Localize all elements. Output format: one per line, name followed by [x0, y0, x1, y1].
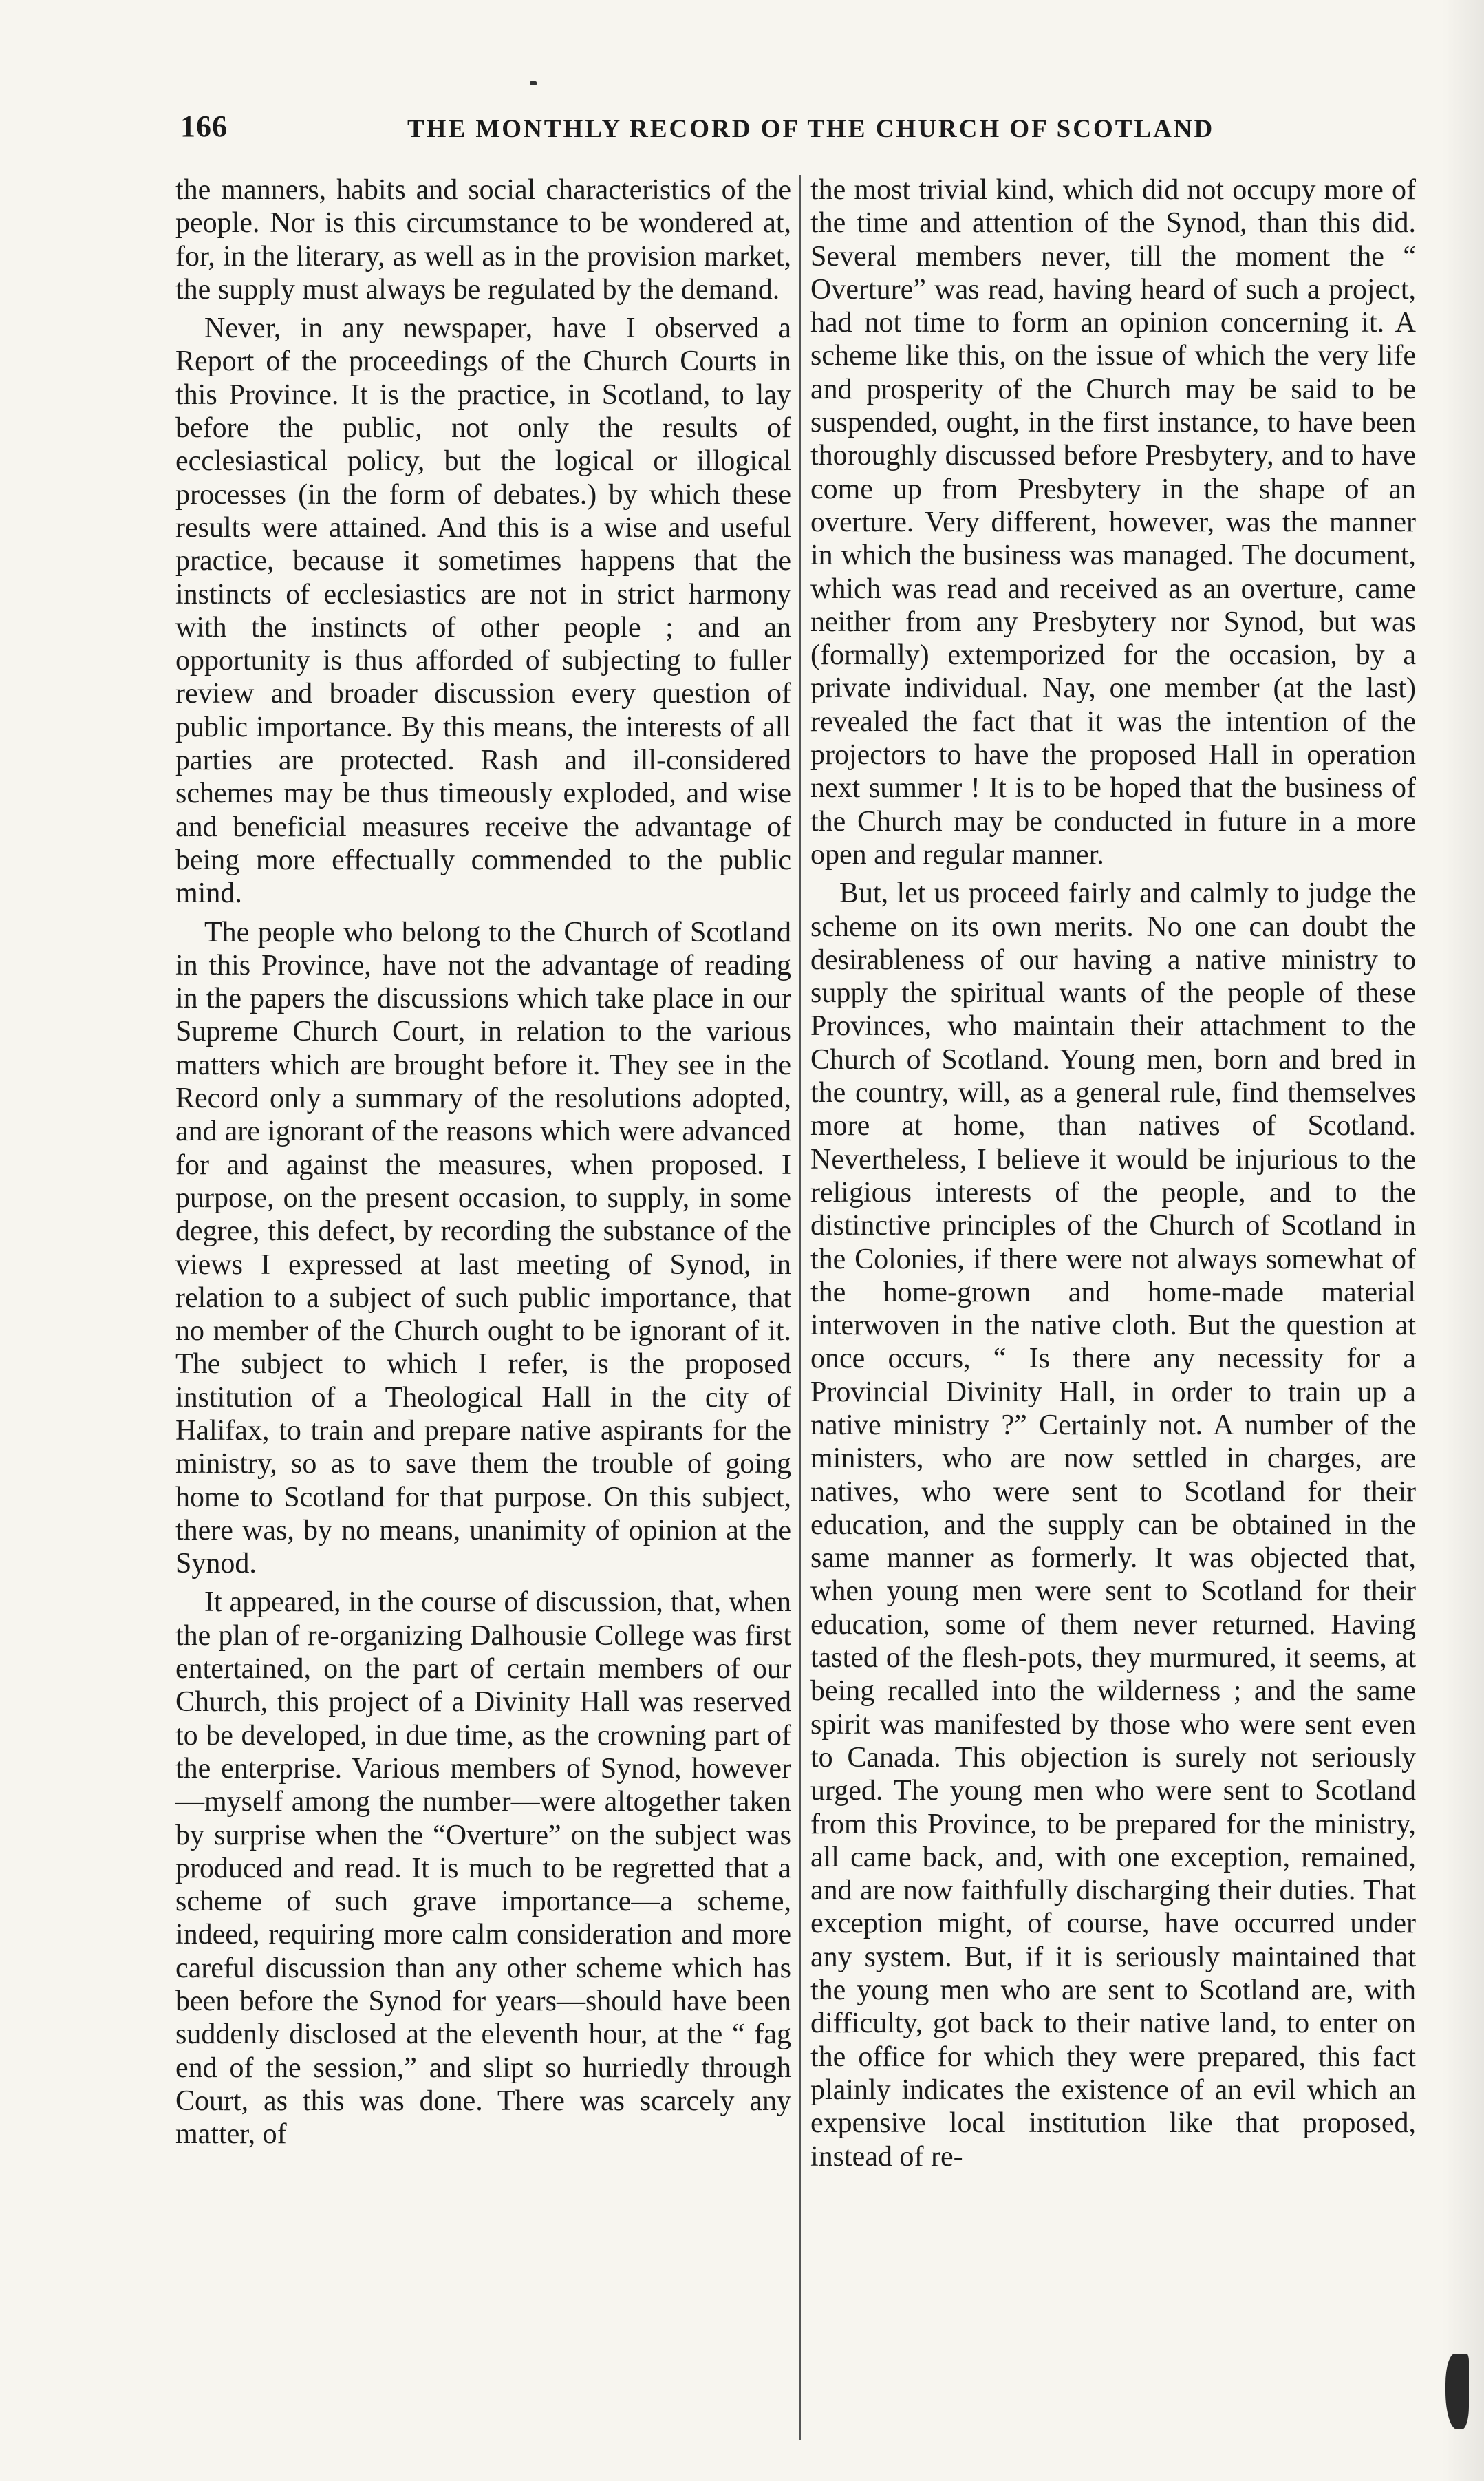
paragraph: the most trivial kind, which did not occupy more of the time and attention of the Synod, than this did. Several members never, till the moment the “ Overture” was read, having heard of such a project, had not time to form an opinion concerning it. A scheme like this, on the issue of which the very life and prosperity of the Church may be said to be suspended, ought, in the first instance, to have been thoroughly discussed before Presbytery, and to have come up from Presbytery in the shape of an overture. Very different, however, was the manner in which the business was managed. The document, which was read and received as an overture, came neither from any Presbytery nor Synod, but was (formally) extemporized for the occasion, by a private individual. Nay, one member (at the last) revealed the fact that it was the intention of the projectors to have the proposed Hall in operation next summer ! It is to be hoped that the business of the Church may be conducted in future in a more open and regular manner.	[810, 174, 1416, 871]
paragraph: Never, in any newspaper, have I observed a Report of the proceedings of the Church Courts in this Province. It is the practice, in Scotland, to lay before the public, not only the results of ecclesiastical policy, but the logical or illogical processes (in the form of debates.) by which these results were attained. And this is a wise and useful practice, because it sometimes happens that the instincts of ecclesiastics are not in strict harmony with the instincts of other people ; and an opportunity is thus afforded of subjecting to fuller review and broader discussion every question of public importance. By this means, the interests of all parties are protected. Rash and ill-considered schemes may be thus timeously exploded, and wise and beneficial measures receive the advantage of being more effectually commended to the public mind.	[175, 312, 791, 910]
page-header	[180, 109, 1288, 150]
page-number: 166	[180, 109, 228, 143]
paragraph: But, let us proceed fairly and calmly to judge the scheme on its own merits. No one can doubt the desirableness of our having a native ministry to supply the spiritual wants of the people of these Provinces, who maintain their attachment to the Church of Scotland. Young men, born and bred in the country, will, as a general rule, find themselves more at home, than natives of Scotland. Nevertheless, I believe it would be injurious to the religious interests of the people, and to the distinctive principles of the Church of Scotland in the Colonies, if there were not always somewhat of the home-grown and home-made material interwoven in the native cloth. But the question at once occurs, “ Is there any necessity for a Provincial Divinity Hall, in order to train up a native ministry ?” Certainly not. A number of the ministers, who are now settled in charges, are natives, who were sent to Scotland for their education, and the supply can be obtained in the same manner as formerly. It was objected that, when young men were sent to Scotland for their education, some of them never returned. Having tasted of the flesh-pots, they murmured, it seems, at being recalled into the wilderness ; and the same spirit was manifested by those who were sent even to Canada. This objection is surely not seriously urged. The young men who were sent to Scotland from this Province, to be prepared for the ministry, all came back, and, with one exception, remained, and are now faithfully discharging their duties. That exception might, of course, have occurred under any system. But, if it is seriously maintained that the young men who are sent to Scotland are, with difficulty, got back to their native land, to enter on the office for which they were prepared, this fact plainly indicates the existence of an evil which an expensive local institution like that proposed, instead of re-	[810, 877, 1416, 2173]
ink-speck	[530, 81, 537, 85]
right-column	[810, 173, 1416, 2445]
paragraph: It appeared, in the course of discussion, that, when the plan of re-organizing Dalhousie College was first entertained, on the part of certain members of our Church, this project of a Divinity Hall was reserved to be developed, in due time, as the crowning part of the enterprise. Various members of Synod, however—myself among the number—were altogether taken by surprise when the “Overture” on the subject was produced and read. It is much to be regretted that a scheme of such grave importance—a scheme, indeed, requiring more calm consideration and more careful discussion than any other scheme which has been before the Synod for years—should have been suddenly disclosed at the eleventh hour, at the “ fag end of the session,” and slipt so hurriedly through Court, as this was done. There was scarcely any matter, of	[175, 1586, 791, 2151]
left-column	[175, 173, 791, 2445]
paragraph: The people who belong to the Church of Scotland in this Province, have not the advantage of reading in the papers the discussions which take place in our Supreme Church Court, in relation to the various matters which are brought before it. They see in the Record only a summary of the resolutions adopted, and are ignorant of the reasons which were advanced for and against the measures, when proposed. I purpose, on the present occasion, to supply, in some degree, this defect, by recording the substance of the views I expressed at last meeting of Synod, in relation to a subject of such public importance, that no member of the Church ought to be ignorant of it. The subject to which I refer, is the proposed institution of a Theological Hall in the city of Halifax, to train and prepare native aspirants for the ministry, so as to save them the trouble of going home to Scotland for that purpose. On this subject, there was, by no means, unanimity of opinion at the Synod.	[175, 916, 791, 1580]
running-title: THE MONTHLY RECORD OF THE CHURCH OF SCOTLAND	[407, 115, 1215, 143]
column-divider	[799, 175, 801, 2440]
page-edge-shadow	[1443, 0, 1484, 2481]
edge-damage	[1445, 2354, 1469, 2429]
paragraph: the manners, habits and social characteristics of the people. Nor is this circumstance to be wondered at, for, in the literary, as well as in the provision market, the supply must always be regulated by the demand.	[175, 174, 791, 306]
